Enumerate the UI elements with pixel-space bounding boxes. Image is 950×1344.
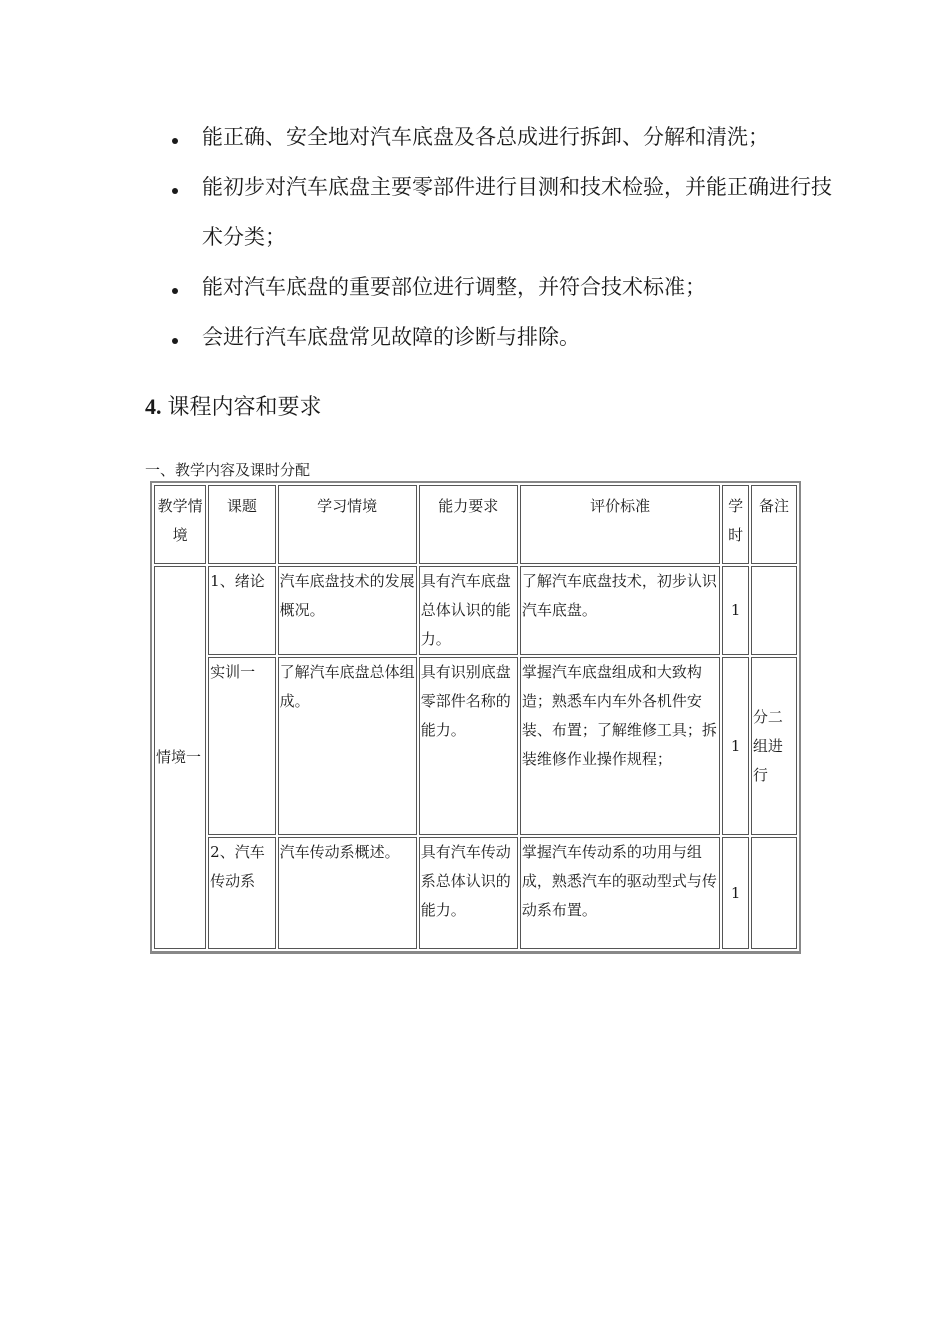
learning-cell: 汽车传动系概述。: [278, 837, 417, 949]
section-title: 课程内容和要求: [167, 395, 322, 420]
objectives-list: [172, 112, 832, 362]
header-notes: 备注: [751, 485, 797, 564]
ability-cell: 具有汽车底盘总体认识的能力。: [419, 566, 518, 655]
learning-cell: 了解汽车底盘总体组成。: [278, 657, 417, 835]
evaluation-cell: 掌握汽车底盘组成和大致构造；熟悉车内车外各机件安装、布置；了解维修工具；拆装维修作业操作规程；: [520, 657, 720, 835]
hours-cell: 1: [722, 657, 749, 835]
hours-cell: 1: [722, 566, 749, 655]
header-situation: 教学情境: [154, 485, 206, 564]
header-evaluation: 评价标准: [520, 485, 720, 564]
ability-cell: 具有汽车传动系总体认识的能力。: [419, 837, 518, 949]
notes-cell: [751, 837, 797, 949]
list-item-text: 能对汽车底盘的重要部位进行调整，并符合技术标准；: [202, 275, 706, 299]
bullet-dot-icon: [172, 188, 178, 194]
section-number: 4.: [145, 394, 162, 419]
list-item: [172, 162, 832, 262]
bullet-dot-icon: [172, 138, 178, 144]
bullet-dot-icon: [172, 288, 178, 294]
situation-cell: 情境一: [154, 566, 206, 949]
section-heading: [145, 390, 322, 425]
ability-cell: 具有识别底盘零部件名称的能力。: [419, 657, 518, 835]
table-row: [154, 657, 797, 835]
evaluation-cell: 掌握汽车传动系的功用与组成，熟悉汽车的驱动型式与传动系布置。: [520, 837, 720, 949]
topic-cell: 2、汽车传动系: [208, 837, 275, 949]
list-item: [172, 262, 832, 312]
table-row: [154, 566, 797, 655]
header-ability: 能力要求: [419, 485, 518, 564]
header-learning: 学习情境: [278, 485, 417, 564]
evaluation-cell: 了解汽车底盘技术，初步认识汽车底盘。: [520, 566, 720, 655]
bullet-dot-icon: [172, 338, 178, 344]
notes-cell: [751, 566, 797, 655]
course-content-table: [150, 481, 801, 954]
list-item-text: 能初步对汽车底盘主要零部件进行目测和技术检验，并能正确进行技术分类；: [202, 175, 832, 249]
topic-cell: 实训一: [208, 657, 275, 835]
list-item-text: 能正确、安全地对汽车底盘及各总成进行拆卸、分解和清洗；: [202, 125, 769, 149]
header-hours: 学时: [722, 485, 749, 564]
notes-cell: 分二组进行: [751, 657, 797, 835]
table-header-row: [154, 485, 797, 564]
list-item: [172, 312, 832, 362]
hours-cell: 1: [722, 837, 749, 949]
learning-cell: 汽车底盘技术的发展概况。: [278, 566, 417, 655]
topic-cell: 1、绪论: [208, 566, 275, 655]
header-topic: 课题: [208, 485, 275, 564]
table-caption: 一、教学内容及课时分配: [145, 461, 311, 479]
list-item: [172, 112, 832, 162]
list-item-text: 会进行汽车底盘常见故障的诊断与排除。: [202, 325, 580, 349]
table-row: [154, 837, 797, 949]
